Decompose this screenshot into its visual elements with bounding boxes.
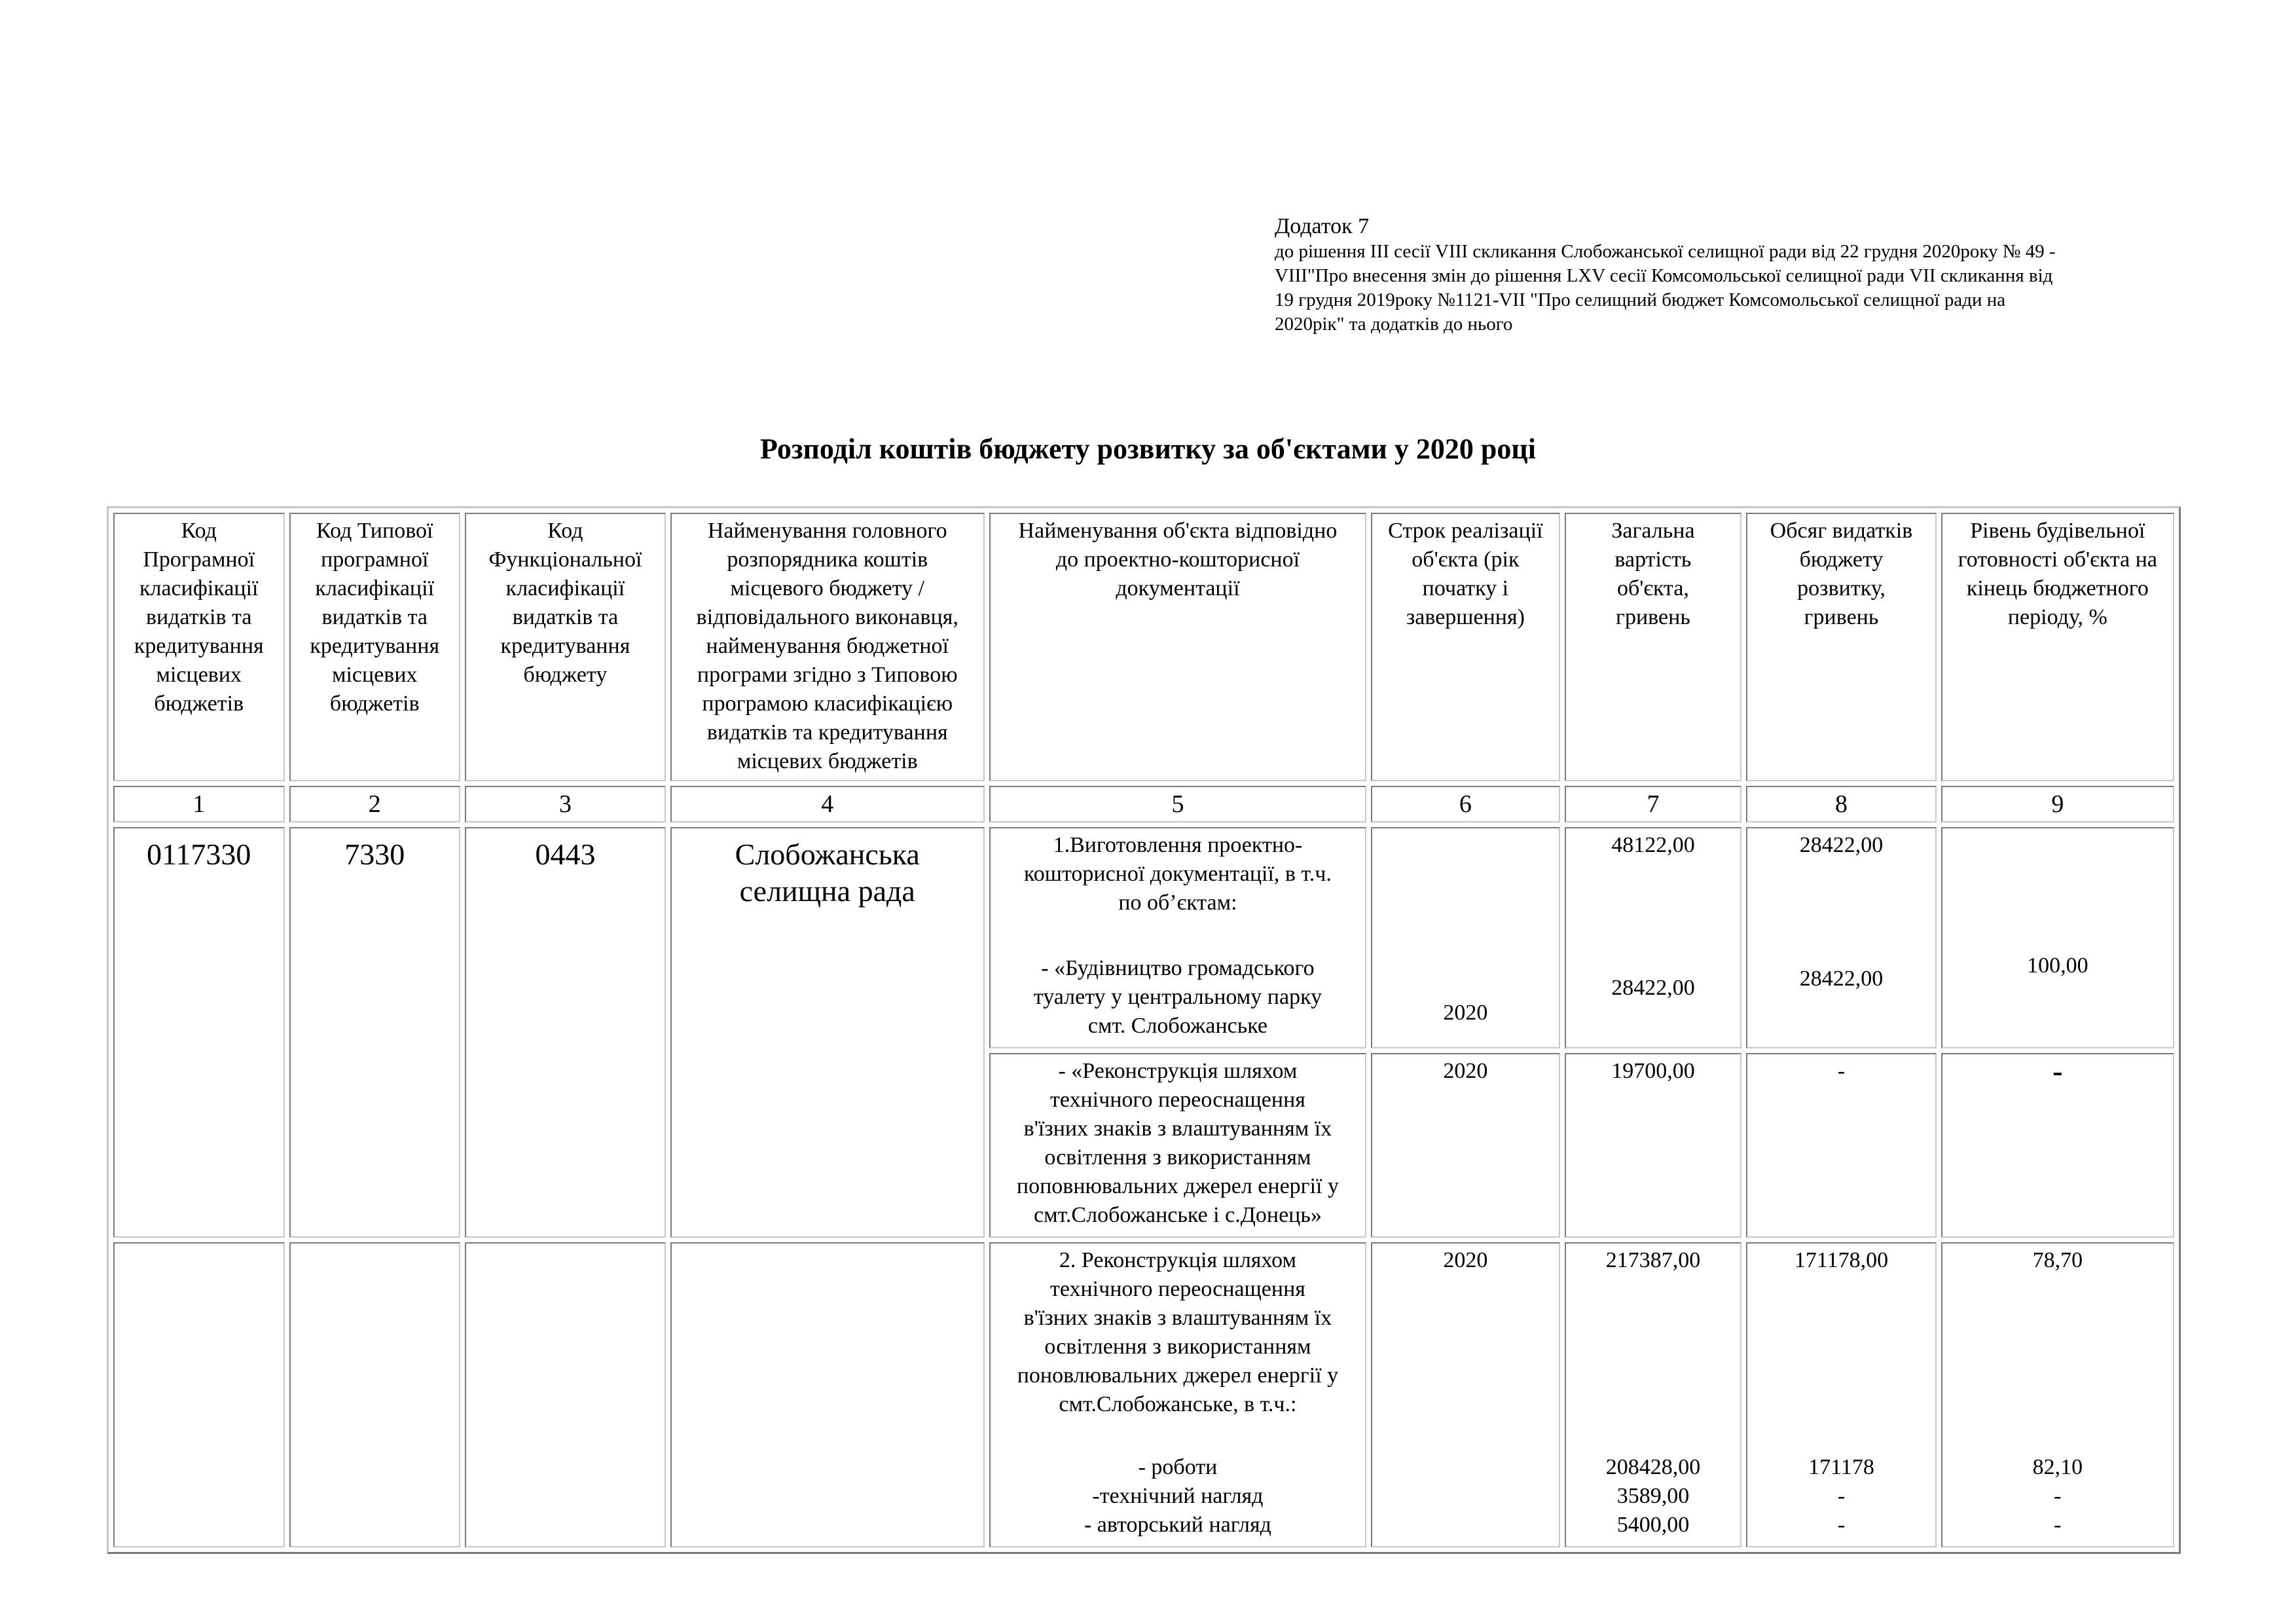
column-number: 9 [1941, 786, 2174, 822]
header-cell: Код Програмної класифікації видатків та кредитування місцевих бюджетів [113, 513, 285, 781]
header-cell: Обсяг видатків бюджету розвитку, гривень [1746, 513, 1936, 781]
expense-cell: 28422,00 28422,00 [1746, 827, 1936, 1048]
header-cell: Рівень будівельної готовності об'єкта на кінець бюджетного періоду, % [1941, 513, 2174, 781]
appendix-line: 19 грудня 2019року №1121-VII "Про селищний бюджет Комсомольської селищної ради на [1275, 289, 2006, 310]
column-number-row [113, 786, 2174, 822]
header-cell: Найменування об'єкта відповідно до проектно-кошторисної документації [989, 513, 1367, 781]
header-cell: Код Функціональної класифікації видатків та кредитування бюджету [465, 513, 666, 781]
appendix-title: Додаток 7 [1275, 214, 1370, 238]
object-name-cell: 1.Виготовлення проектно- кошторисної документації, в т.ч. по об’єктам: - «Будівництво громадського туалету у центральному парку смт. Слобожанське [989, 827, 1367, 1048]
column-number: 8 [1746, 786, 1936, 822]
table-row [113, 827, 2174, 1048]
object-name-cell: 2. Реконструкція шляхом технічного переоснащення в'їзних знаків з влаштуванням їх освітлення з використанням поновлювальних джерел енергії у смт.Слобожанське, в т.ч.: - роботи -технічний нагляд - авторський нагляд [989, 1242, 1367, 1547]
expense-cell: - [1746, 1053, 1936, 1238]
table-row [113, 1242, 2174, 1547]
code-typical-cell: 7330 [289, 827, 461, 1238]
column-number: 7 [1565, 786, 1742, 822]
appendix-line: 2020рік" та додатків до нього [1275, 314, 1513, 335]
term-cell: 2020 [1371, 1242, 1559, 1547]
budget-table [107, 506, 2181, 1554]
column-number: 6 [1371, 786, 1559, 822]
readiness-cell: 100,00 [1941, 827, 2174, 1048]
header-cell: Код Типової програмної класифікації видатків та кредитування місцевих бюджетів [289, 513, 461, 781]
manager-cell: Слобожанська селищна рада [670, 827, 985, 1238]
column-number: 3 [465, 786, 666, 822]
readiness-cell: 78,70 82,10 - - [1941, 1242, 2174, 1547]
appendix-line: до рішення ІІІ сесії VIII скликання Слобожанської селищної ради від 22 грудня 2020року № 49 - [1275, 241, 2056, 262]
column-number: 5 [989, 786, 1367, 822]
object-name-cell: - «Реконструкція шляхом технічного переоснащення в'їзних знаків з влаштуванням їх освітлення з використанням поповнювальних джерел енергії у смт.Слобожанське і с.Донець» [989, 1053, 1367, 1238]
total-cost-cell: 217387,00 208428,00 3589,00 5400,00 [1565, 1242, 1742, 1547]
header-cell: Строк реалізації об'єкта (рік початку і завершення) [1371, 513, 1559, 781]
code-functional-cell [465, 1242, 666, 1547]
column-number: 4 [670, 786, 985, 822]
term-cell: 2020 [1371, 1053, 1559, 1238]
document-title: Розподіл коштів бюджету розвитку за об'єктами у 2020 році [760, 433, 1536, 465]
expense-cell: 171178,00 171178 - - [1746, 1242, 1936, 1547]
readiness-cell: - [1941, 1053, 2174, 1238]
table-header-row [113, 513, 2174, 781]
header-cell: Найменування головного розпорядника коштів місцевого бюджету / відповідального виконавця, найменування бюджетної програми згідно з Типовою програмою класифікацією видатків та кредитування місцевих бюджетів [670, 513, 985, 781]
total-cost-cell: 48122,00 28422,00 [1565, 827, 1742, 1048]
total-cost-cell: 19700,00 [1565, 1053, 1742, 1238]
column-number: 2 [289, 786, 461, 822]
code-typical-cell [289, 1242, 461, 1547]
code-program-cell: 0117330 [113, 827, 285, 1238]
appendix-block [1275, 213, 2204, 337]
header-cell: Загальна вартість об'єкта, гривень [1565, 513, 1742, 781]
code-program-cell [113, 1242, 285, 1547]
manager-cell [670, 1242, 985, 1547]
term-cell: 2020 [1371, 827, 1559, 1048]
appendix-line: VIII"Про внесення змін до рішення LXV сесії Комсомольської селищної ради VII скликання від [1275, 265, 2053, 286]
code-functional-cell: 0443 [465, 827, 666, 1238]
column-number: 1 [113, 786, 285, 822]
